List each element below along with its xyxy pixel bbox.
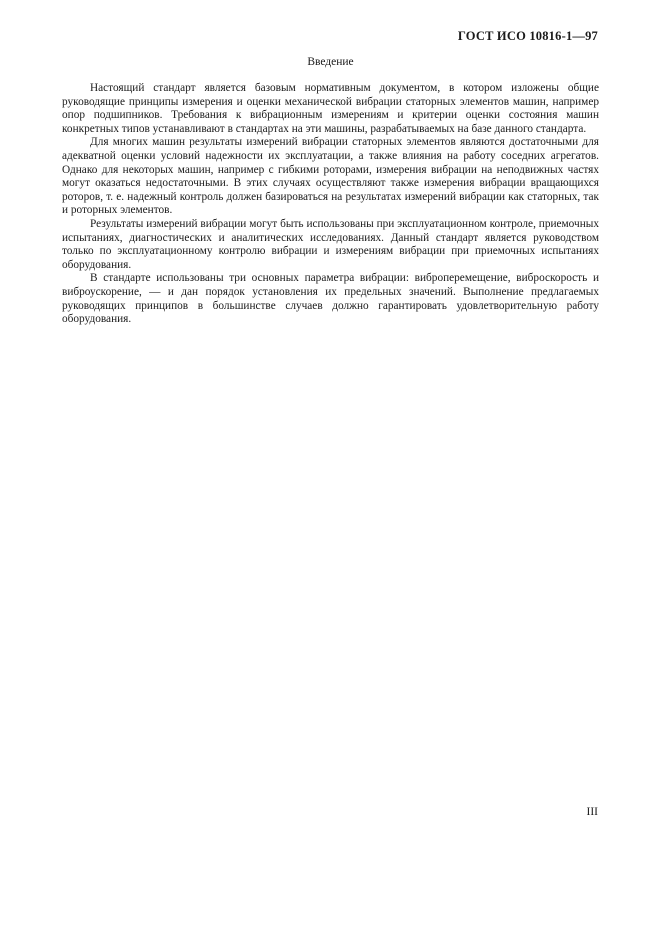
paragraph: Для многих машин результаты измерений вибрации статорных элементов являются достаточными для адекватной оценки условий надежности их эксплуатации, а также влияния на работу соседних агрегатов. Однако для некоторых машин, например с гибкими роторами, измерения вибрации на неподвижных частях могут оказаться недостаточными. В этих случаях осуществляют также измерения вибрации вращающихся роторов, т. е. надежный контроль должен базироваться на результатах измерений вибрации как статорных, так и роторных элементов. <box>62 136 599 217</box>
paragraph: Результаты измерений вибрации могут быть использованы при эксплуатационном контроле, приемочных испытаниях, диагностических и аналитических исследованиях. Данный стандарт является руководством только по эксплуатационному контролю вибрации и измерениям вибрации при приемочных испытаниях оборудования. <box>62 217 599 271</box>
introduction-body <box>62 82 599 327</box>
paragraph: В стандарте использованы три основных параметра вибрации: виброперемещение, виброскорость и виброускорение, — и дан порядок установления их предельных значений. Выполнение предлагаемых руководящих принципов в большинстве случаев должно гарантировать удовлетворительную работу оборудования. <box>62 272 599 326</box>
paragraph: Настоящий стандарт является базовым нормативным документом, в котором изложены общие руководящие принципы измерения и оценки механической вибрации статорных элементов машин, например опор подшипников. Требования к вибрационным измерениям и критерии оценки состояния машин конкретных типов устанавливают в стандартах на эти машины, разрабатываемых на базе данного стандарта. <box>62 82 599 135</box>
section-title: Введение <box>307 56 354 68</box>
page-number: III <box>586 806 598 818</box>
standard-header: ГОСТ ИСО 10816-1—97 <box>457 29 598 43</box>
